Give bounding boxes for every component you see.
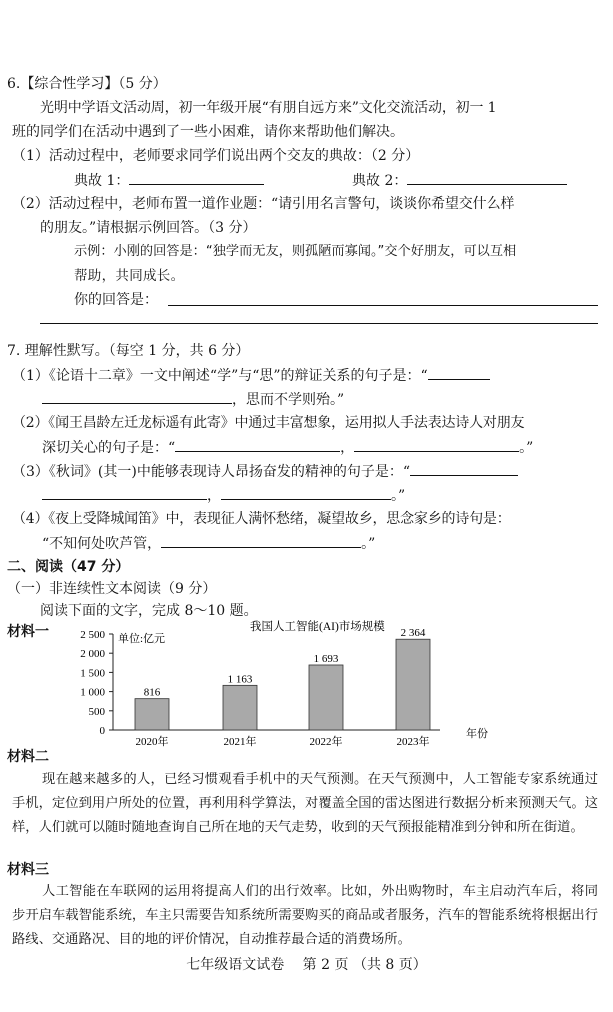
- q7-item2-line2: [42, 437, 533, 458]
- chart-title: 我国人工智能(AI)市场规模: [250, 621, 385, 633]
- q7-item1-end: ，思而不学则殆。”: [232, 392, 345, 408]
- chart-ytick-label: 2 000: [80, 648, 105, 661]
- chart-category-label: 2023年: [396, 736, 430, 748]
- q7-item4-text: “不知何处吹芦管，: [42, 536, 162, 552]
- section2-instruction: 阅读下面的文字，完成 8～10 题。: [40, 603, 258, 619]
- chart-ytick-label: 1 500: [80, 667, 105, 680]
- allusion2-label: 典故 2：: [352, 173, 408, 189]
- chart-xlabel: 年份: [466, 728, 488, 740]
- q6-sub2-line1: （2）活动过程中，老师布置一道作业题：“请引用名言警句，谈谈你希望交什么样: [12, 196, 515, 212]
- allusion1-blank[interactable]: [129, 170, 264, 185]
- ai-market-chart: [0, 612, 613, 752]
- q7-blank1a[interactable]: [428, 365, 490, 380]
- q7-title: 7. 理解性默写。（每空 1 分，共 6 分）: [7, 343, 250, 359]
- chart-bar: [135, 699, 169, 730]
- chart-bar: [223, 685, 257, 730]
- q7-item3-text: （3）《秋词》(其一)中能够表现诗人昂扬奋发的精神的句子是：“: [12, 464, 410, 480]
- q7-item1-text: （1）《论语十二章》一文中阐述“学”与“思”的辩证关系的句子是：“: [12, 368, 428, 384]
- material2-label: 材料二: [7, 749, 49, 765]
- chart-yticks: [80, 629, 113, 737]
- q6-answer-line1[interactable]: [168, 305, 598, 306]
- q6-sub1: （1）活动过程中，老师要求同学们说出两个交友的典故：（2 分）: [12, 148, 420, 164]
- chart-category-label: 2020年: [135, 736, 169, 748]
- q6-sub2-line2: 的朋友。”请根据示例回答。（3 分）: [40, 220, 257, 236]
- chart-ytick-label: 2 500: [80, 629, 105, 641]
- q6-title: 6.【综合性学习】（5 分）: [7, 76, 167, 92]
- q7-item1-line1: [12, 365, 490, 386]
- material3-label: 材料三: [7, 862, 49, 878]
- chart-value-label: 1 163: [227, 673, 253, 686]
- chart-value-label: 2 364: [400, 627, 426, 640]
- q7-blank3a[interactable]: [410, 461, 518, 476]
- section2-subtitle: （一）非连续性文本阅读（9 分）: [7, 581, 217, 597]
- q7-item3-comma: ，: [207, 488, 221, 504]
- q7-item2-comma: ，: [340, 440, 355, 456]
- chart-bar: [309, 665, 343, 730]
- chart-value-label: 1 693: [313, 652, 339, 665]
- allusion1-label: 典故 1：: [74, 173, 130, 189]
- chart-ylabel: 单位:亿元: [118, 633, 166, 645]
- chart-ytick-label: 1 000: [80, 686, 105, 699]
- q7-blank3c[interactable]: [221, 485, 391, 500]
- q7-item4-end: 。”: [361, 536, 376, 552]
- material2-text: 现在越来越多的人，已经习惯观看手机中的天气预测。在天气预测中，人工智能专家系统通过手机，定位到用户所处的位置，再利用科学算法，对覆盖全国的雷达图进行数据分析来预测天气。这样，人们就可以随时随地查询自己所在地的天气走势，收到的天气预报能精准到分钟和所在街道。: [12, 772, 598, 835]
- page-footer: 七年级语文试卷 第 2 页 （共 8 页）: [186, 957, 427, 973]
- q7-blank2b[interactable]: [354, 437, 519, 452]
- q7-blank1b[interactable]: [42, 389, 232, 404]
- section2-title: 二、阅读（47 分）: [7, 559, 130, 575]
- q6-intro-line2: 班的同学们在活动中遇到了一些小困难，请你来帮助他们解决。: [12, 124, 404, 140]
- q7-item3-end: 。”: [391, 488, 406, 504]
- q7-item3-line1: [12, 461, 518, 482]
- chart-category-label: 2022年: [309, 736, 343, 748]
- q6-example-line1: 示例：小刚的回答是：“独学而无友，则孤陋而寡闻。”交个好朋友，可以互相: [74, 244, 517, 259]
- q7-item4-line2: [42, 533, 375, 554]
- q7-blank2a[interactable]: [175, 437, 340, 452]
- q6-answer-label: 你的回答是：: [74, 292, 158, 308]
- chart-ytick-label: 500: [88, 705, 105, 718]
- chart-value-label: 816: [143, 686, 161, 699]
- chart-category-label: 2021年: [223, 736, 257, 748]
- material3-text: 人工智能在车联网的运用将提高人们的出行效率。比如，外出购物时，车主启动汽车后，将同步开启车载智能系统，车主只需要告知系统所需要购买的商品或者服务，汽车的智能系统将根据出行路线、交通路况、目的地的评价情况，自动推荐最合适的消费场所。: [12, 884, 598, 947]
- q7-blank3b[interactable]: [42, 485, 207, 500]
- q7-item3-line2: [42, 485, 405, 506]
- allusion2-blank[interactable]: [407, 170, 567, 185]
- q6-allusion1: [74, 170, 264, 191]
- q6-allusion2: [352, 170, 567, 191]
- q7-blank4[interactable]: [161, 533, 361, 548]
- q7-item4-line1: （4）《夜上受降城闻笛》中，表现征人满怀愁绪，凝望故乡，思念家乡的诗句是：: [12, 511, 511, 527]
- q7-item1-line2: [42, 389, 344, 410]
- q7-item2-text: 深切关心的句子是：“: [42, 440, 176, 456]
- q6-example-line2: 帮助，共同成长。: [74, 268, 185, 284]
- material1-label: 材料一: [7, 624, 49, 640]
- chart-ytick-label: 0: [99, 725, 105, 737]
- q6-intro-line1: 光明中学语文活动周，初一年级开展“有朋自远方来”文化交流活动，初一 1: [40, 100, 497, 116]
- q6-answer-line2[interactable]: [40, 323, 598, 324]
- q7-item2-end: 。”: [519, 440, 534, 456]
- q7-item2-line1: （2）《闻王昌龄左迁龙标遥有此寄》中通过丰富想象，运用拟人手法表达诗人对朋友: [12, 415, 525, 431]
- chart-bar: [396, 639, 430, 730]
